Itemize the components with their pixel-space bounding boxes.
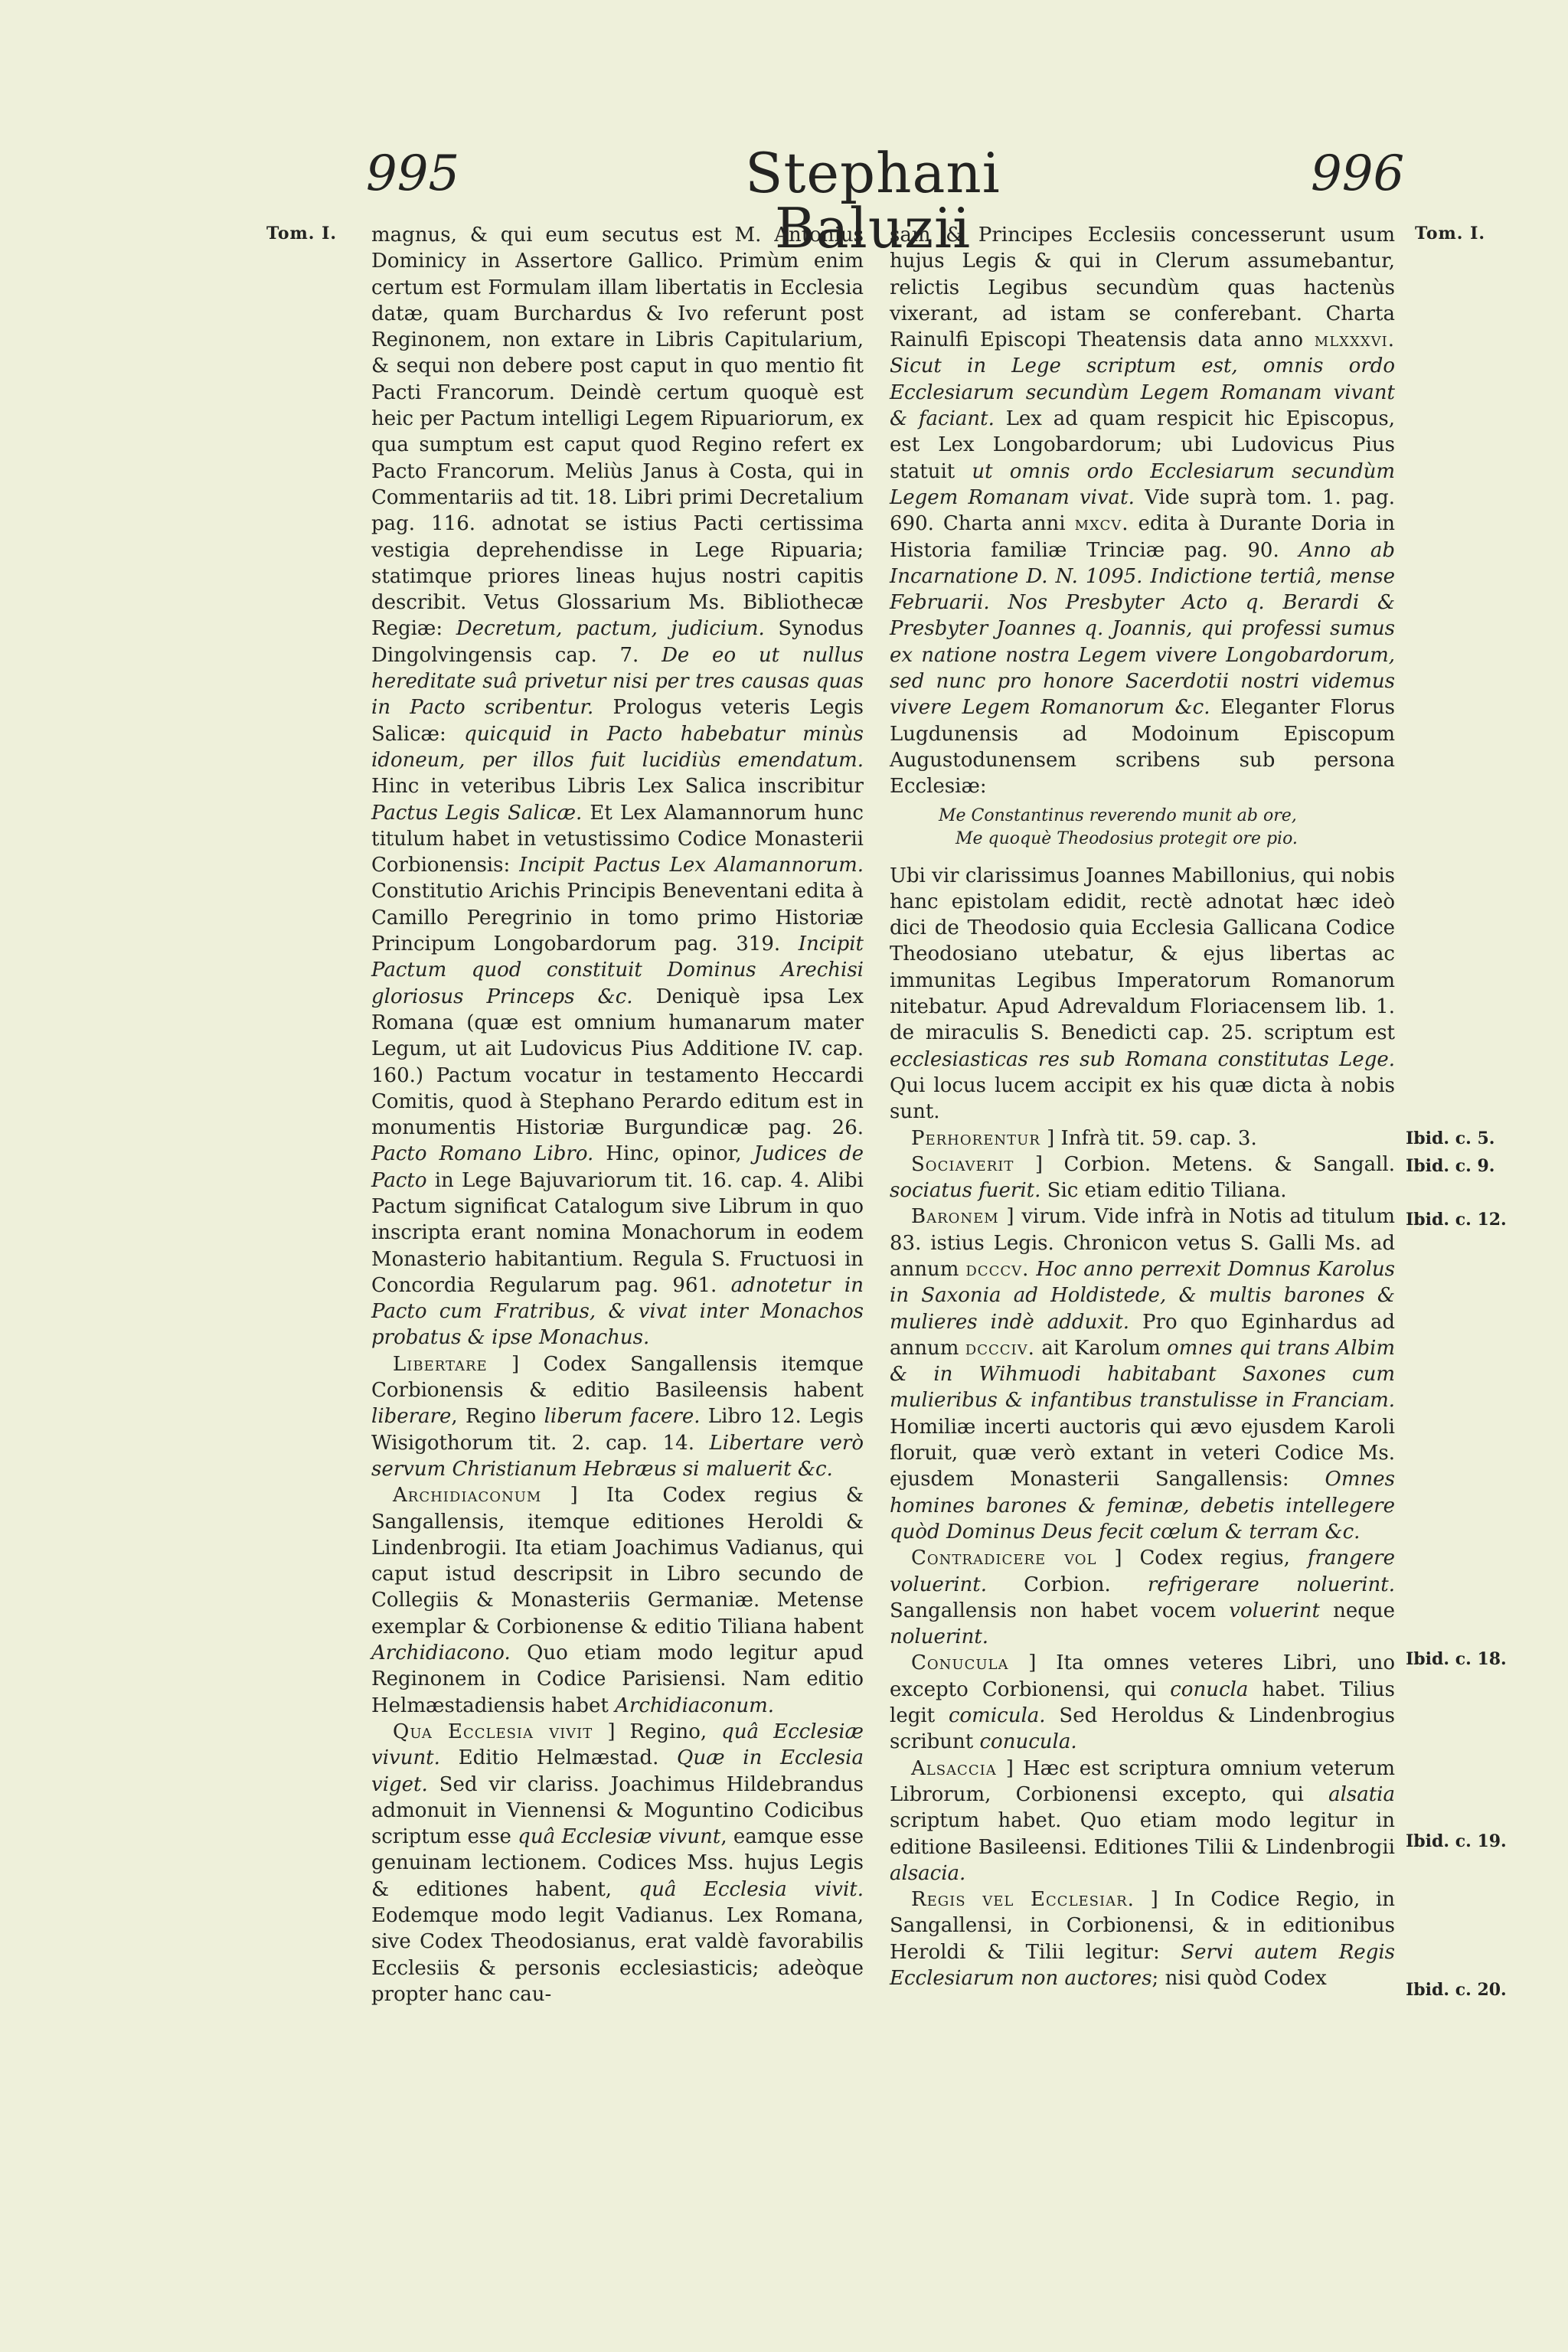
tome-marker-right: Tom. I. bbox=[1415, 224, 1486, 243]
paragraph-mabillonius: Ubi vir clarissimus Joannes Mabillonius, qui nobis hanc epistolam edidit, rectè adnotat hæc ideò dici de Theodosio quia Ecclesia Gallicana Codice Theodosiano utebatur, & ejus libertas ac immunitas Legibus Imperatorum Romanorum nitebatur. Apud Adrevaldum Floriacensem lib. 1. de miraculis S. Benedicti cap. 25. scriptum est ecclesiasticas res sub Romana constitutas Lege. Qui locus lucem accipit ex his quæ dicta à nobis sunt. bbox=[890, 864, 1395, 1124]
note-baronem: Baronem ] virum. Vide infrà in Notis ad titulum 83. istius Legis. Chronicon vetus S. Galli Ms. ad annum dcccv. Hoc anno perrexit Domnus Karolus in Saxonia ad Holdistede, & multis barones & mulieres indè adduxit. Pro quo Eginhardus ad annum dccciv. ait Karolum omnes qui trans Albim & in Wihmuodi habitabant Saxones cum mulieribus & infantibus transtulisse in Franciam. Homiliæ incerti auctoris qui ævo ejusdem Karoli floruit, quæ verò extant in veteri Codice Ms. ejusdem Monasterii Sangallensis: Omnes homines barones & feminæ, debetis intellegere quòd Dominus Deus fecit cœlum & terram &c. bbox=[890, 1205, 1395, 1544]
margin-note: Ibid. c. 18. bbox=[1406, 1649, 1507, 1669]
verse-line: Me quoquè Theodosius protegit ore pio. bbox=[956, 828, 1298, 848]
verse-line: Me Constantinus reverendo munit ab ore, bbox=[939, 805, 1297, 825]
note-sociaverit: Sociaverit ] Corbion. Metens. & Sangall. sociatus fuerit. Sic etiam editio Tiliana. bbox=[890, 1152, 1395, 1203]
margin-note: Ibid. c. 20. bbox=[1406, 1980, 1507, 2000]
verse-quotation bbox=[890, 805, 1395, 851]
note-regis-vel-ecclesiar: Regis vel Ecclesiar. ] In Codice Regio, in Sangallensi, in Corbionensi, & in editionibus Heroldi & Tilii legitur: Servi autem Regis Ecclesiarum non auctores; nisi quòd Codex bbox=[890, 1888, 1395, 1990]
paragraph-pactum: magnus, & qui eum secutus est M. Antonius Dominicy in Assertore Gallico. Primùm enim certum est Formulam illam libertatis in Ecclesia datæ, quam Burchardus & Ivo referunt post Reginonem, non extare in Libris Capitularium, & sequi non debere post caput in quo mentio fit Pacti Francorum. Deindè certum quoquè est heic per Pactum intelligi Legem Ripuariorum, ex qua sumptum est caput quod Regino refert ex Pacto Francorum. Meliùs Janus à Costa, qui in Commentariis ad tit. 18. Libri primi Decretalium pag. 116. adnotat se istius Pacti certissima vestigia deprehendisse in Lege Ripuaria; statimque priores lineas hujus nostri capitis describit. Vetus Glossarium Ms. Bibliothecæ Regiæ: Decretum, pactum, judicium. Synodus Dingolvingensis cap. 7. De eo ut nullus hereditate suâ privetur nisi per tres causas quas in Pacto scribentur. Prologus veteris Legis Salicæ: quicquid in Pacto habebatur minùs idoneum, per illos fuit lucidiùs emendatum. Hinc in veteribus Libris Lex Salica inscribitur Pactus Legis Salicæ. Et Lex Alamannorum hunc titulum habet in vetustissimo Codice Monasterii Corbionensis: Incipit Pactus Lex Alamannorum. Constitutio Arichis Principis Beneventani edita à Camillo Peregrinio in tomo primo Historiæ Principum Longobardorum pag. 319. Incipit Pactum quod constituit Dominus Arechisi gloriosus Princeps &c. Deniquè ipsa Lex Romana (quæ est omnium humanarum mater Legum, ut ait Ludovicus Pius Additione IV. cap. 160.) Pactum vocatur in testamento Heccardi Comitis, quod à Stephano Perardo editum est in monumentis Historiæ Burgundicæ pag. 26. Pacto Romano Libro. Hinc, opinor, Judices de Pacto in Lege Bajuvariorum tit. 16. cap. 4. Alibi Pactum significat Catalogum sive Librum in quo inscripta erant nomina Monachorum in eodem Monasterio habitantium. Regula S. Fructuosi in Concordia Regularum pag. 961. adnotetur in Pacto cum Fratribus, & vivat inter Monachos probatus & ipse Monachus. bbox=[371, 224, 864, 1350]
note-archidiaconum: Archidiaconum ] Ita Codex regius & Sangallensis, itemque editiones Heroldi & Lindenbrogii. Ita etiam Joachimus Vadianus, qui caput istud descripsit in Libro secundo de Collegiis & Monasteriis Germaniæ. Metense exemplar & Corbionense & editio Tiliana habent Archidiacono. Quo etiam modo legitur apud Reginonem in Codice Parisiensi. Nam editio Helmæstadiensis habet Archidiaconum. bbox=[371, 1484, 864, 1717]
margin-note: Ibid. c. 5. bbox=[1406, 1129, 1495, 1148]
paragraph-lex-romana: sam & Principes Ecclesiis concesserunt usum hujus Legis & qui in Clerum assumebantur, relictis Legibus secundùm quas hactenùs vixerant, ad istam se conferebant. Charta Rainulfi Episcopi Theatensis data anno mlxxxvi. Sicut in Lege scriptum est, omnis ordo Ecclesiarum secundùm Legem Romanam vivant & faciant. Lex ad quam respicit hic Episcopus, est Lex Longobardorum; ubi Ludovicus Pius statuit ut omnis ordo Ecclesiarum secundùm Legem Romanam vivat. Vide suprà tom. 1. pag. 690. Charta anni mxcv. edita à Durante Doria in Historia familiæ Trinciæ pag. 90. Anno ab Incarnatione D. N. 1095. Indictione tertiâ, mense Februarii. Nos Presbyter Acto q. Berardi & Presbyter Joannes q. Joannis, qui professi sumus ex natione nostra Legem vivere Longobardorum, sed nunc pro honore Sacerdotii nostri videmus vivere Legem Romanorum &c. Eleganter Florus Lugdunensis ad Modoinum Episcopum Augustodunensem scribens sub persona Ecclesiæ: bbox=[890, 224, 1396, 799]
note-qua-ecclesia-vivit: Qua Ecclesia vivit ] Regino, quâ Ecclesiæ vivunt. Editio Helmæstad. Quæ in Ecclesia viget. Sed vir clariss. Joachimus Hildebrandus admonuit in Viennensi & Moguntino Codicibus scriptum esse quâ Ecclesiæ vivunt, eamque esse genuinam lectionem. Codices Mss. hujus Legis & editiones habent, quâ Ecclesia vivit. Eodemque modo legit Vadianus. Lex Romana, sive Codex Theodosianus, erat valdè favorabilis Ecclesiis & personis ecclesiasticis; adeòque propter hanc cau- bbox=[371, 1720, 864, 2006]
note-alsaccia: Alsaccia ] Hæc est scriptura omnium veterum Librorum, Corbionensi excepto, qui alsatia scriptum habet. Quo etiam modo legitur in editione Basileensi. Editiones Tilii & Lindenbrogii alsacia. bbox=[890, 1756, 1395, 1885]
margin-note: Ibid. c. 9. bbox=[1406, 1156, 1495, 1176]
note-libertare: Libertare ] Codex Sangallensis itemque Corbionensis & editio Basileensis habent liberare, Regino liberum facere. Libro 12. Legis Wisigothorum tit. 2. cap. 14. Libertare verò servum Christianum Hebræus si maluerit &c. bbox=[371, 1352, 864, 1481]
left-text-column bbox=[371, 222, 864, 2007]
page-number-right: 996 bbox=[1311, 145, 1405, 202]
page-number-left: 995 bbox=[366, 145, 460, 202]
running-title: Stephani Baluzii bbox=[745, 141, 1001, 260]
note-contradicere: Contradicere vol ] Codex regius, frangere voluerint. Corbion. refrigerare noluerint. Sangallensis non habet vocem voluerint neque noluerint. bbox=[890, 1547, 1396, 1649]
margin-note: Ibid. c. 12. bbox=[1406, 1210, 1507, 1230]
note-perhorentur: Perhorentur ] Infrà tit. 59. cap. 3. bbox=[911, 1126, 1257, 1150]
tome-marker-left: Tom. I. bbox=[266, 224, 338, 243]
right-text-column bbox=[890, 222, 1395, 1991]
margin-note: Ibid. c. 19. bbox=[1406, 1831, 1507, 1851]
note-conucula: Conucula ] Ita omnes veteres Libri, uno excepto Corbionensi, qui conucla habet. Tilius legit comicula. Sed Heroldus & Lindenbrogius scribunt conucula. bbox=[890, 1651, 1396, 1754]
